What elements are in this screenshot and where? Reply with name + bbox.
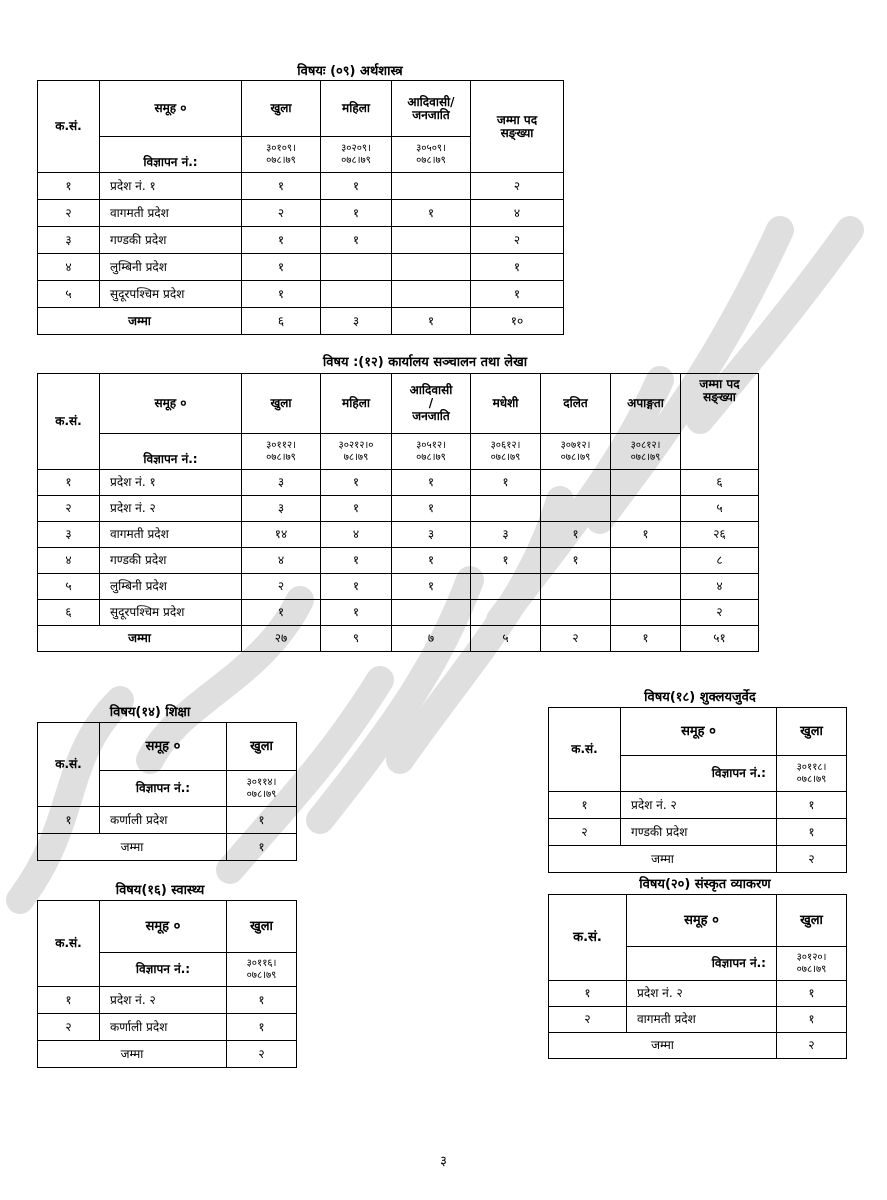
cell [321,254,392,281]
cell [541,496,611,522]
section-title: विषय :(१२) कार्यालय सञ्चालन तथा लेखा [322,355,528,370]
row-name: वागमती प्रदेश [100,200,242,227]
cell: ३ [242,470,321,496]
cell [471,600,541,626]
cell: १ [392,200,471,227]
col-header: आदिवासी / जनजाति [392,374,471,434]
cell [392,254,471,281]
row-name: प्रदेश नं. २ [621,792,777,819]
adv-number: ३०६१२। ०७८।७९ [471,434,541,470]
row-sn: २ [38,1014,100,1041]
row-sn: १ [38,807,100,834]
row-total: ८ [681,548,759,574]
adv-number: ३०१२०। ०७८।७९ [777,947,847,981]
cell: ४ [321,522,392,548]
cell: १ [777,792,847,819]
row-name: लुम्बिनी प्रदेश [100,254,242,281]
row-total: २ [471,227,564,254]
sum-label: जम्मा [549,1033,777,1059]
cell: १ [227,1014,297,1041]
col-header: खुला [242,374,321,434]
col-header: खुला [777,895,847,947]
row-sn: १ [38,173,100,200]
cell [611,548,681,574]
group-header: समूह ० [100,901,227,953]
cell: १ [321,470,392,496]
row-sn: ३ [38,522,100,548]
row-total: २ [681,600,759,626]
col-header: महिला [321,374,392,434]
cell: १ [242,227,321,254]
sum-cell: ६ [242,308,321,335]
adv-label: विज्ञापन नं.: [100,434,242,470]
sum-label: जम्मा [549,846,777,873]
cell: १४ [242,522,321,548]
row-sn: १ [38,470,100,496]
row-total: १ [471,281,564,308]
cell: २ [242,574,321,600]
adv-number: ३०११२। ०७८।७९ [242,434,321,470]
col-header: दलित [541,374,611,434]
sum-cell: ९ [321,626,392,652]
adv-number: ३०५०९। ०७८।७९ [392,137,471,173]
row-total: ४ [471,200,564,227]
cell: १ [321,173,392,200]
cell: ३ [242,496,321,522]
group-header: समूह ० [100,723,227,771]
table-sanskrit-grammar [548,894,847,1059]
sum-cell: ५ [471,626,541,652]
row-total: ५ [681,496,759,522]
row-name: प्रदेश नं. १ [100,173,242,200]
row-name: सुदूरपश्चिम प्रदेश [100,281,242,308]
cell: १ [392,548,471,574]
page-number: ३ [440,1154,447,1169]
group-header: समूह ० [100,81,242,137]
sum-cell: ७ [392,626,471,652]
cell [471,496,541,522]
row-name: गण्डकी प्रदेश [100,227,242,254]
cell: ३ [392,522,471,548]
sum-cell: २७ [242,626,321,652]
sn-header: क.सं. [549,708,621,792]
row-sn: २ [38,496,100,522]
cell: १ [321,548,392,574]
cell: १ [777,1007,847,1033]
cell: १ [392,496,471,522]
adv-label: विज्ञापन नं.: [100,953,227,987]
col-header: खुला [777,708,847,756]
sn-header: क.सं. [38,723,100,807]
sn-header: क.सं. [549,895,627,981]
sum-total: ५१ [681,626,759,652]
col-header: खुला [227,901,297,953]
row-name: प्रदेश नं. २ [627,981,777,1007]
cell: १ [777,819,847,846]
table-shuklayajurveda [548,707,847,873]
cell: २ [242,200,321,227]
cell: ४ [242,548,321,574]
adv-number: ३०२०९। ०७८।७९ [321,137,392,173]
adv-number: ३०२१२।० ७८।७९ [321,434,392,470]
adv-number: ३०५१२। ०७८।७९ [392,434,471,470]
row-total: १ [471,254,564,281]
sum-cell: २ [777,846,847,873]
cell [392,281,471,308]
sum-label: जम्मा [38,626,242,652]
col-header: खुला [242,81,321,137]
sum-cell: २ [777,1033,847,1059]
cell: १ [227,807,297,834]
adv-number: ३०११८। ०७८।७९ [777,756,847,792]
sn-header: क.सं. [38,901,100,987]
row-sn: ६ [38,600,100,626]
cell: १ [541,548,611,574]
sum-cell: ३ [321,308,392,335]
row-name: वागमती प्रदेश [100,522,242,548]
adv-label: विज्ञापन नं.: [627,947,777,981]
sum-label: जम्मा [38,834,227,861]
cell [392,227,471,254]
sum-cell: २ [227,1041,297,1068]
col-header: अपाङ्गता [611,374,681,434]
cell: १ [777,981,847,1007]
adv-number: ३०८१२। ०७८।७९ [611,434,681,470]
sn-header: क.सं. [38,81,100,173]
sum-total: १० [471,308,564,335]
sum-cell: १ [227,834,297,861]
section-title: विषय(१८) शुक्लयजुर्वेद [644,690,756,705]
cell [541,600,611,626]
section-title: विषयः (०९) अर्थशास्त्र [297,64,403,79]
row-name: गण्डकी प्रदेश [621,819,777,846]
row-name: प्रदेश नं. २ [100,496,242,522]
cell: १ [611,522,681,548]
cell [471,574,541,600]
table-education [37,722,297,861]
adv-number: ३०११४। ०७८।७९ [227,771,297,807]
row-name: लुम्बिनी प्रदेश [100,574,242,600]
row-name: गण्डकी प्रदेश [100,548,242,574]
cell: १ [321,600,392,626]
adv-number: ३०७१२। ०७८।७९ [541,434,611,470]
col-header: मधेशी [471,374,541,434]
cell: १ [242,600,321,626]
adv-label: विज्ञापन नं.: [100,771,227,807]
row-name: प्रदेश नं. १ [100,470,242,496]
cell: १ [321,496,392,522]
row-name: वागमती प्रदेश [627,1007,777,1033]
cell [541,574,611,600]
row-name: कर्णाली प्रदेश [100,807,227,834]
section-title: विषय(१४) शिक्षा [109,705,191,720]
row-sn: २ [38,200,100,227]
table-health [37,900,297,1068]
table-economics [37,80,564,335]
row-sn: २ [549,819,621,846]
row-total: ४ [681,574,759,600]
cell: १ [242,254,321,281]
cell: १ [321,227,392,254]
cell [541,470,611,496]
sum-cell: १ [392,308,471,335]
table-office-management [37,373,759,652]
group-header: समूह ० [100,374,242,434]
cell [611,496,681,522]
col-header: खुला [227,723,297,771]
cell: १ [242,281,321,308]
row-sn: ३ [38,227,100,254]
col-header: आदिवासी/ जनजाति [392,81,471,137]
col-header: महिला [321,81,392,137]
adv-number: ३०११६। ०७८।७९ [227,953,297,987]
adv-number: ३०१०९। ०७८।७९ [242,137,321,173]
cell: १ [227,987,297,1014]
adv-label: विज्ञापन नं.: [621,756,777,792]
total-header: जम्मा पद सङ्ख्या [471,81,564,173]
row-total: ६ [681,470,759,496]
cell [611,574,681,600]
row-sn: ५ [38,574,100,600]
cell [611,470,681,496]
cell [611,600,681,626]
row-sn: ४ [38,548,100,574]
row-sn: ५ [38,281,100,308]
sn-header: क.सं. [38,374,100,470]
cell: १ [471,548,541,574]
cell [392,173,471,200]
row-total: २ [471,173,564,200]
row-name: सुदूरपश्चिम प्रदेश [100,600,242,626]
cell: १ [242,173,321,200]
cell: ३ [471,522,541,548]
sum-label: जम्मा [38,1041,227,1068]
total-header: जम्मा पद सङ्ख्या [681,374,759,470]
row-sn: १ [38,987,100,1014]
cell: १ [321,574,392,600]
cell [321,281,392,308]
row-sn: १ [549,792,621,819]
row-sn: ४ [38,254,100,281]
sum-label: जम्मा [38,308,242,335]
section-title: विषय(२०) संस्कृत व्याकरण [639,877,771,892]
adv-label: विज्ञापन नं.: [100,137,242,173]
row-sn: १ [549,981,627,1007]
cell: १ [321,200,392,227]
cell: १ [471,470,541,496]
row-name: प्रदेश नं. २ [100,987,227,1014]
cell: १ [541,522,611,548]
row-total: २६ [681,522,759,548]
row-sn: २ [549,1007,627,1033]
sum-cell: १ [611,626,681,652]
group-header: समूह ० [627,895,777,947]
row-name: कर्णाली प्रदेश [100,1014,227,1041]
group-header: समूह ० [621,708,777,756]
cell [392,600,471,626]
cell: १ [392,470,471,496]
section-title: विषय(१६) स्वास्थ्य [115,883,205,898]
sum-cell: २ [541,626,611,652]
cell: १ [392,574,471,600]
